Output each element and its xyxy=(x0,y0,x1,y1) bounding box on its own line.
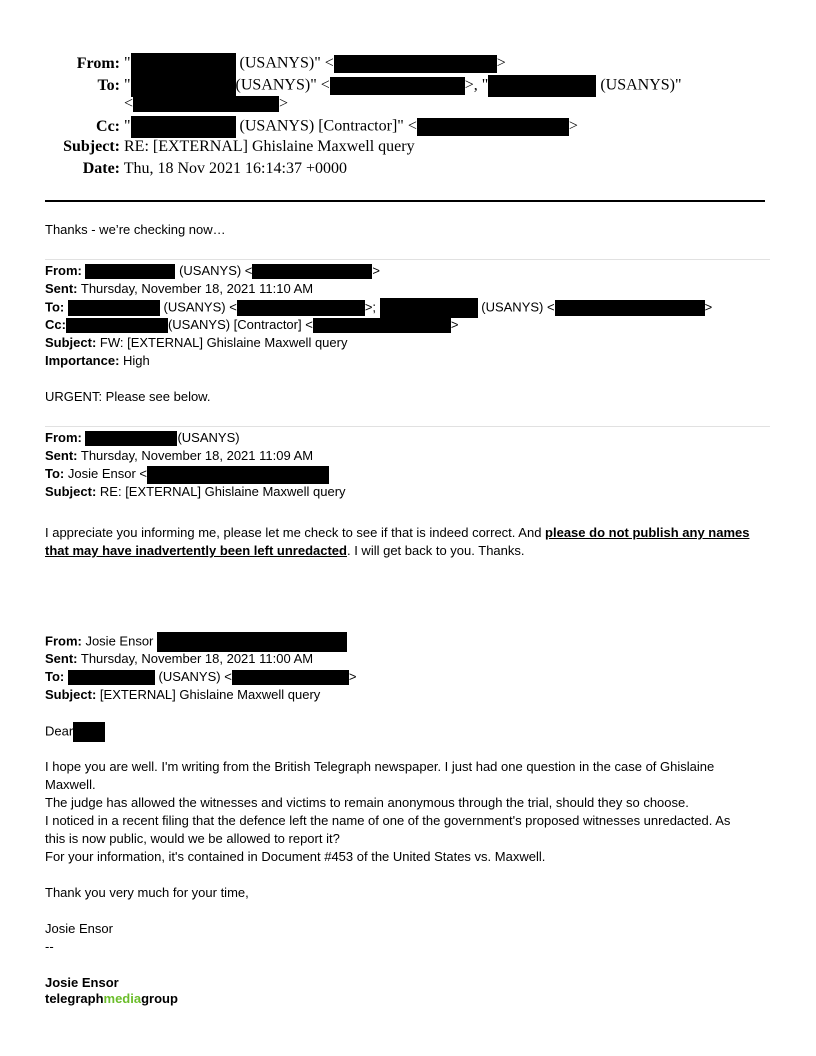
header-from-label: From: xyxy=(76,54,120,72)
msg1-cc-row: Cc: (USANYS) [Contractor] < > xyxy=(45,317,459,332)
header-date-value: Thu, 18 Nov 2021 16:14:37 +0000 xyxy=(123,160,347,177)
redaction xyxy=(68,670,155,685)
header-to-label: To: xyxy=(97,76,120,94)
msg3-to-row: To: (USANYS) < > xyxy=(45,669,357,684)
header-date-row xyxy=(40,159,347,179)
msg2-to-row: To: Josie Ensor < xyxy=(45,465,329,484)
reply-text: Thanks - we’re checking now… xyxy=(45,222,226,237)
msg2-from-row: From: (USANYS) xyxy=(45,430,240,445)
redaction xyxy=(131,53,236,75)
header-subject-value: RE: [EXTERNAL] Ghislaine Maxwell query xyxy=(124,138,415,155)
msg1-body: URGENT: Please see below. xyxy=(45,389,211,404)
emphasis-text: that may have inadvertently been left unredacted xyxy=(45,543,347,558)
telegraph-media-group-logo: telegraphmediagroup xyxy=(45,991,178,1006)
msg3-closing: Thank you very much for your time, xyxy=(45,885,249,900)
redaction xyxy=(73,722,105,742)
header-to-row: To: " (USANYS)" < >, " (USANYS)" xyxy=(40,75,682,97)
msg3-p3-line-1: I noticed in a recent filing that the defence left the name of one of the government's proposed witnesses unredacted. As xyxy=(45,813,731,828)
header-divider xyxy=(45,200,765,202)
msg1-sent-row: Sent: Thursday, November 18, 2021 11:10 AM xyxy=(45,281,314,296)
header-cc-row: Cc: " (USANYS) [Contractor]" < > xyxy=(40,116,578,138)
redaction xyxy=(133,96,279,112)
msg3-p3-line-2: this is now public, would we be allowed to report it? xyxy=(45,831,340,846)
redaction xyxy=(237,300,365,316)
msg2-sent-row: Sent: Thursday, November 18, 2021 11:09 AM xyxy=(45,448,314,463)
msg2-body-line-2: that may have inadvertently been left unredacted. I will get back to you. Thanks. xyxy=(45,543,525,558)
redaction xyxy=(131,116,236,138)
msg3-p1-line-2: Maxwell. xyxy=(45,777,96,792)
redaction xyxy=(488,75,596,97)
msg3-subject-row: Subject: [EXTERNAL] Ghislaine Maxwell query xyxy=(45,687,321,702)
msg2-body-line-1: I appreciate you informing me, please let me check to see if that is indeed correct. And please do not publish any names xyxy=(45,525,750,540)
msg3-sent-row: Sent: Thursday, November 18, 2021 11:00 AM xyxy=(45,651,314,666)
msg3-from-row: From: Josie Ensor xyxy=(45,632,347,652)
redaction xyxy=(147,466,329,484)
msg3-greeting: Dear xyxy=(45,722,105,742)
redaction xyxy=(66,318,168,333)
redaction xyxy=(380,298,478,318)
redaction xyxy=(313,318,451,333)
header-cc-label: Cc: xyxy=(96,117,120,135)
msg3-p4: For your information, it's contained in Document #453 of the United States vs. Maxwell. xyxy=(45,849,546,864)
redaction xyxy=(85,264,175,279)
redaction xyxy=(157,632,347,652)
msg1-to-row: To: (USANYS) < >; (USANYS) < > xyxy=(45,298,712,318)
header-date-label: Date: xyxy=(82,160,120,177)
msg1-subject-row: Subject: FW: [EXTERNAL] Ghislaine Maxwell query xyxy=(45,335,348,350)
header-subject-row xyxy=(40,137,415,157)
msg2-subject-row: Subject: RE: [EXTERNAL] Ghislaine Maxwell query xyxy=(45,484,346,499)
redaction xyxy=(252,264,372,279)
msg3-dashes: -- xyxy=(45,939,54,954)
msg1-importance-row: Importance: High xyxy=(45,353,150,368)
message-divider xyxy=(45,426,770,427)
header-subject-label: Subject: xyxy=(63,138,120,155)
redaction xyxy=(232,670,349,685)
msg3-p1-line-1: I hope you are well. I'm writing from the British Telegraph newspaper. I just had one question in the case of Ghislaine xyxy=(45,759,715,774)
redaction xyxy=(334,55,497,73)
message-divider xyxy=(45,259,770,260)
redaction xyxy=(85,431,177,446)
signature-name: Josie Ensor xyxy=(45,975,119,990)
redaction xyxy=(417,118,569,136)
msg3-p2: The judge has allowed the witnesses and victims to remain anonymous through the trial, should they so choose. xyxy=(45,795,689,810)
header-to-row-2: < > xyxy=(124,95,289,112)
redaction xyxy=(68,300,160,316)
header-from-row: From: " (USANYS)" < > xyxy=(40,53,506,75)
redaction xyxy=(555,300,705,316)
redaction xyxy=(330,77,465,95)
emphasis-text: please do not publish any names xyxy=(545,525,750,540)
msg1-from-row: From: (USANYS) < > xyxy=(45,263,380,278)
msg3-signoff: Josie Ensor xyxy=(45,921,113,936)
